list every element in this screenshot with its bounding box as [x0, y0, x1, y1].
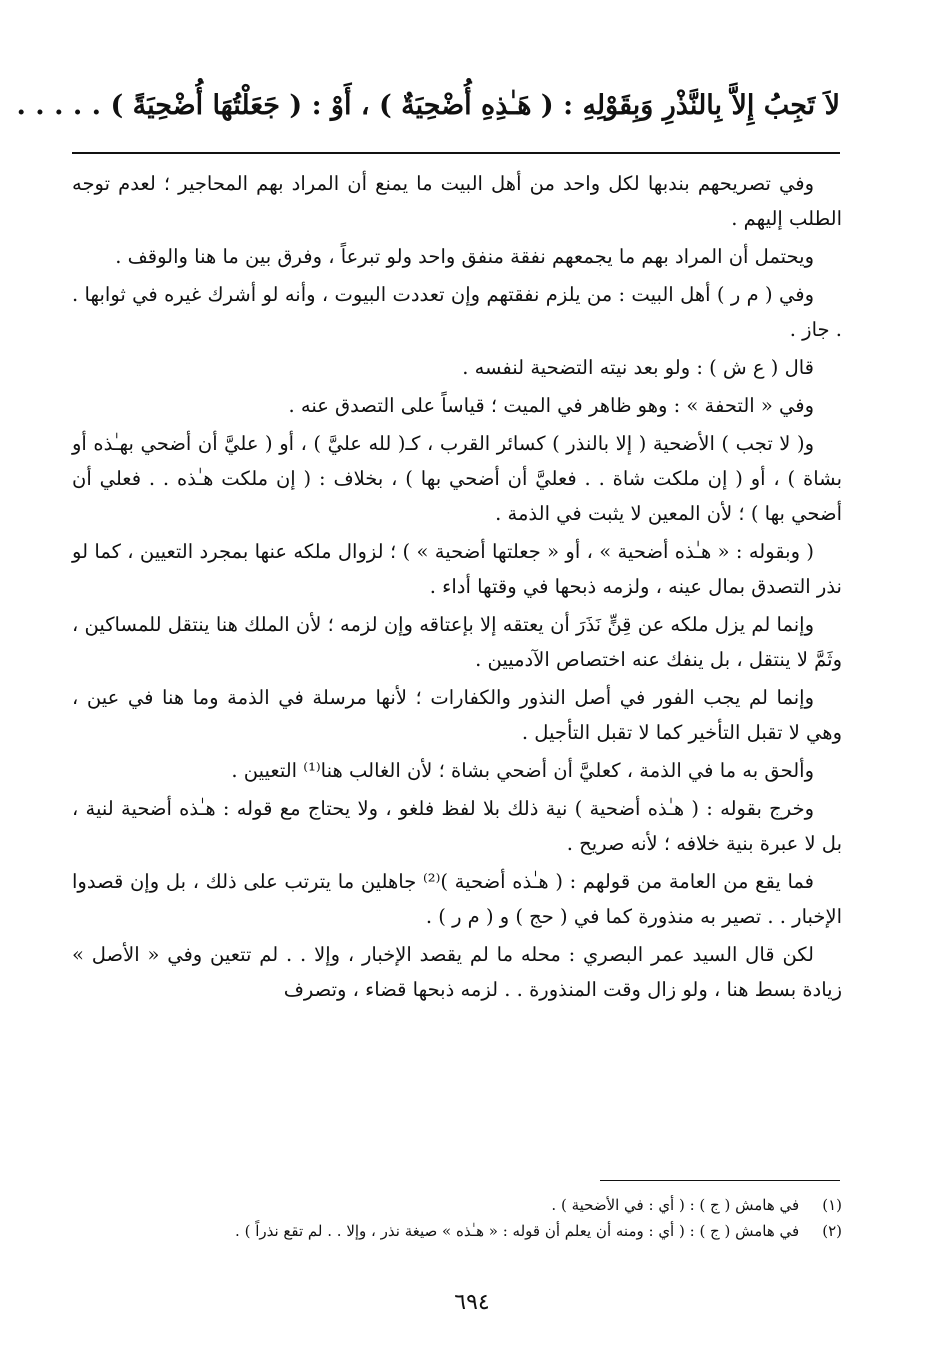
page-number: ٦٩٤ — [454, 1290, 490, 1315]
footnote-text: في هامش ( ج ) : ( أي : في الأضحية ) . — [551, 1196, 800, 1214]
paragraph: قال ( ع ش ) : ولو بعد نيته التضحية لنفسه . — [462, 356, 814, 379]
footnote-number: (٢) — [822, 1222, 842, 1240]
footnotes — [100, 1192, 842, 1244]
paragraph: وفي تصريحهم بندبها لكل واحد من أهل البيت ما يمنع أن المراد بهم المحاجير ؛ لعدم توجه الطلب إليهم . — [72, 172, 842, 230]
running-header: لاَ تَجِبُ إِلاَّ بِالنَّذْرِ وَبِقَوْلِهِ : ( هَـٰذِهِ أُضْحِيَةٌ ) ، أَوْ : ( جَعَلْتُهَا أُضْحِيَةً ) . . . . . — [16, 90, 840, 121]
footnote-rule — [600, 1180, 840, 1181]
paragraph: فما يقع من العامة من قولهم : ( هـٰذه أضحية )⁽²⁾ جاهلين ما يترتب على ذلك ، بل وإن قصدوا الإخبار . . تصير به منذورة كما في ( حج ) و ( م ر ) . — [72, 870, 842, 928]
footnote — [100, 1218, 842, 1244]
paragraph: وإنما لم يجب الفور في أصل النذور والكفارات ؛ لأنها مرسلة في الذمة وما هنا في عين ، وهي لا تقبل التأخير كما لا تقبل التأجيل . — [72, 686, 842, 744]
footnote — [100, 1192, 842, 1218]
footnote-text: في هامش ( ج ) : ( أي : ومنه أن يعلم أن قوله : « هـٰذه » صيغة نذر ، وإلا . . لم تقع نذراً ) . — [235, 1222, 800, 1240]
paragraph: وإنما لم يزل ملكه عن قِنٍّ نَذَرَ أن يعتقه إلا بإعتاقه وإن لزمه ؛ لأن الملك هنا ينتقل للمساكين ، وثَمَّ لا ينتقل ، بل ينفك عنه اختصاص الآدميين . — [72, 613, 842, 671]
footnote-number: (١) — [822, 1196, 842, 1214]
paragraph: و( لا تجب ) الأضحية ( إلا بالنذر ) كسائر القرب ، كـ( لله عليَّ ) ، أو ( عليَّ أن أضحي بهـٰذه أو بشاة ) ، أو ( إن ملكت شاة . . فعليَّ أن أضحي بها ) ، بخلاف : ( إن ملكت هـٰذه . . فعلي أن أضحي بها ) ؛ لأن المعين لا يثبت في الذمة . — [72, 432, 842, 525]
paragraph: ( وبقوله : « هـٰذه أضحية » ، أو « جعلتها أضحية » ) ؛ لزوال ملكه عنها بمجرد التعيين ، كما لو نذر التصدق بمال عينه ، ولزمه ذبحها في وقتها أداء . — [72, 540, 842, 598]
paragraph: ويحتمل أن المراد بهم ما يجمعهم نفقة منفق واحد ولو تبرعاً ، وفرق بين ما هنا والوقف . — [115, 245, 814, 268]
main-text — [72, 166, 842, 1010]
paragraph: وفي « التحفة » : وهو ظاهر في الميت ؛ قياساً على التصدق عنه . — [288, 394, 814, 417]
paragraph: لكن قال السيد عمر البصري : محله ما لم يقصد الإخبار ، وإلا . . لم تتعين وفي « الأصل » زيادة بسط هنا ، ولو زال وقت المنذورة . . لزمه ذبحها قضاء ، وتصرف — [72, 943, 842, 1001]
header-rule — [72, 152, 840, 154]
paragraph: وألحق به ما في الذمة ، كعليَّ أن أضحي بشاة ؛ لأن الغالب هنا⁽¹⁾ التعيين . — [231, 759, 814, 782]
paragraph: وخرج بقوله : ( هـٰذه أضحية ) نية ذلك بلا لفظ فلغو ، ولا يحتاج مع قوله : هـٰذه أضحية لنية ، بل لا عبرة بنية خلافه ؛ لأنه صريح . — [72, 797, 842, 855]
paragraph: وفي ( م ر ) أهل البيت : من يلزم نفقتهم وإن تعددت البيوت ، وأنه لو أشرك غيره في ثوابها . . جاز . — [72, 283, 842, 341]
